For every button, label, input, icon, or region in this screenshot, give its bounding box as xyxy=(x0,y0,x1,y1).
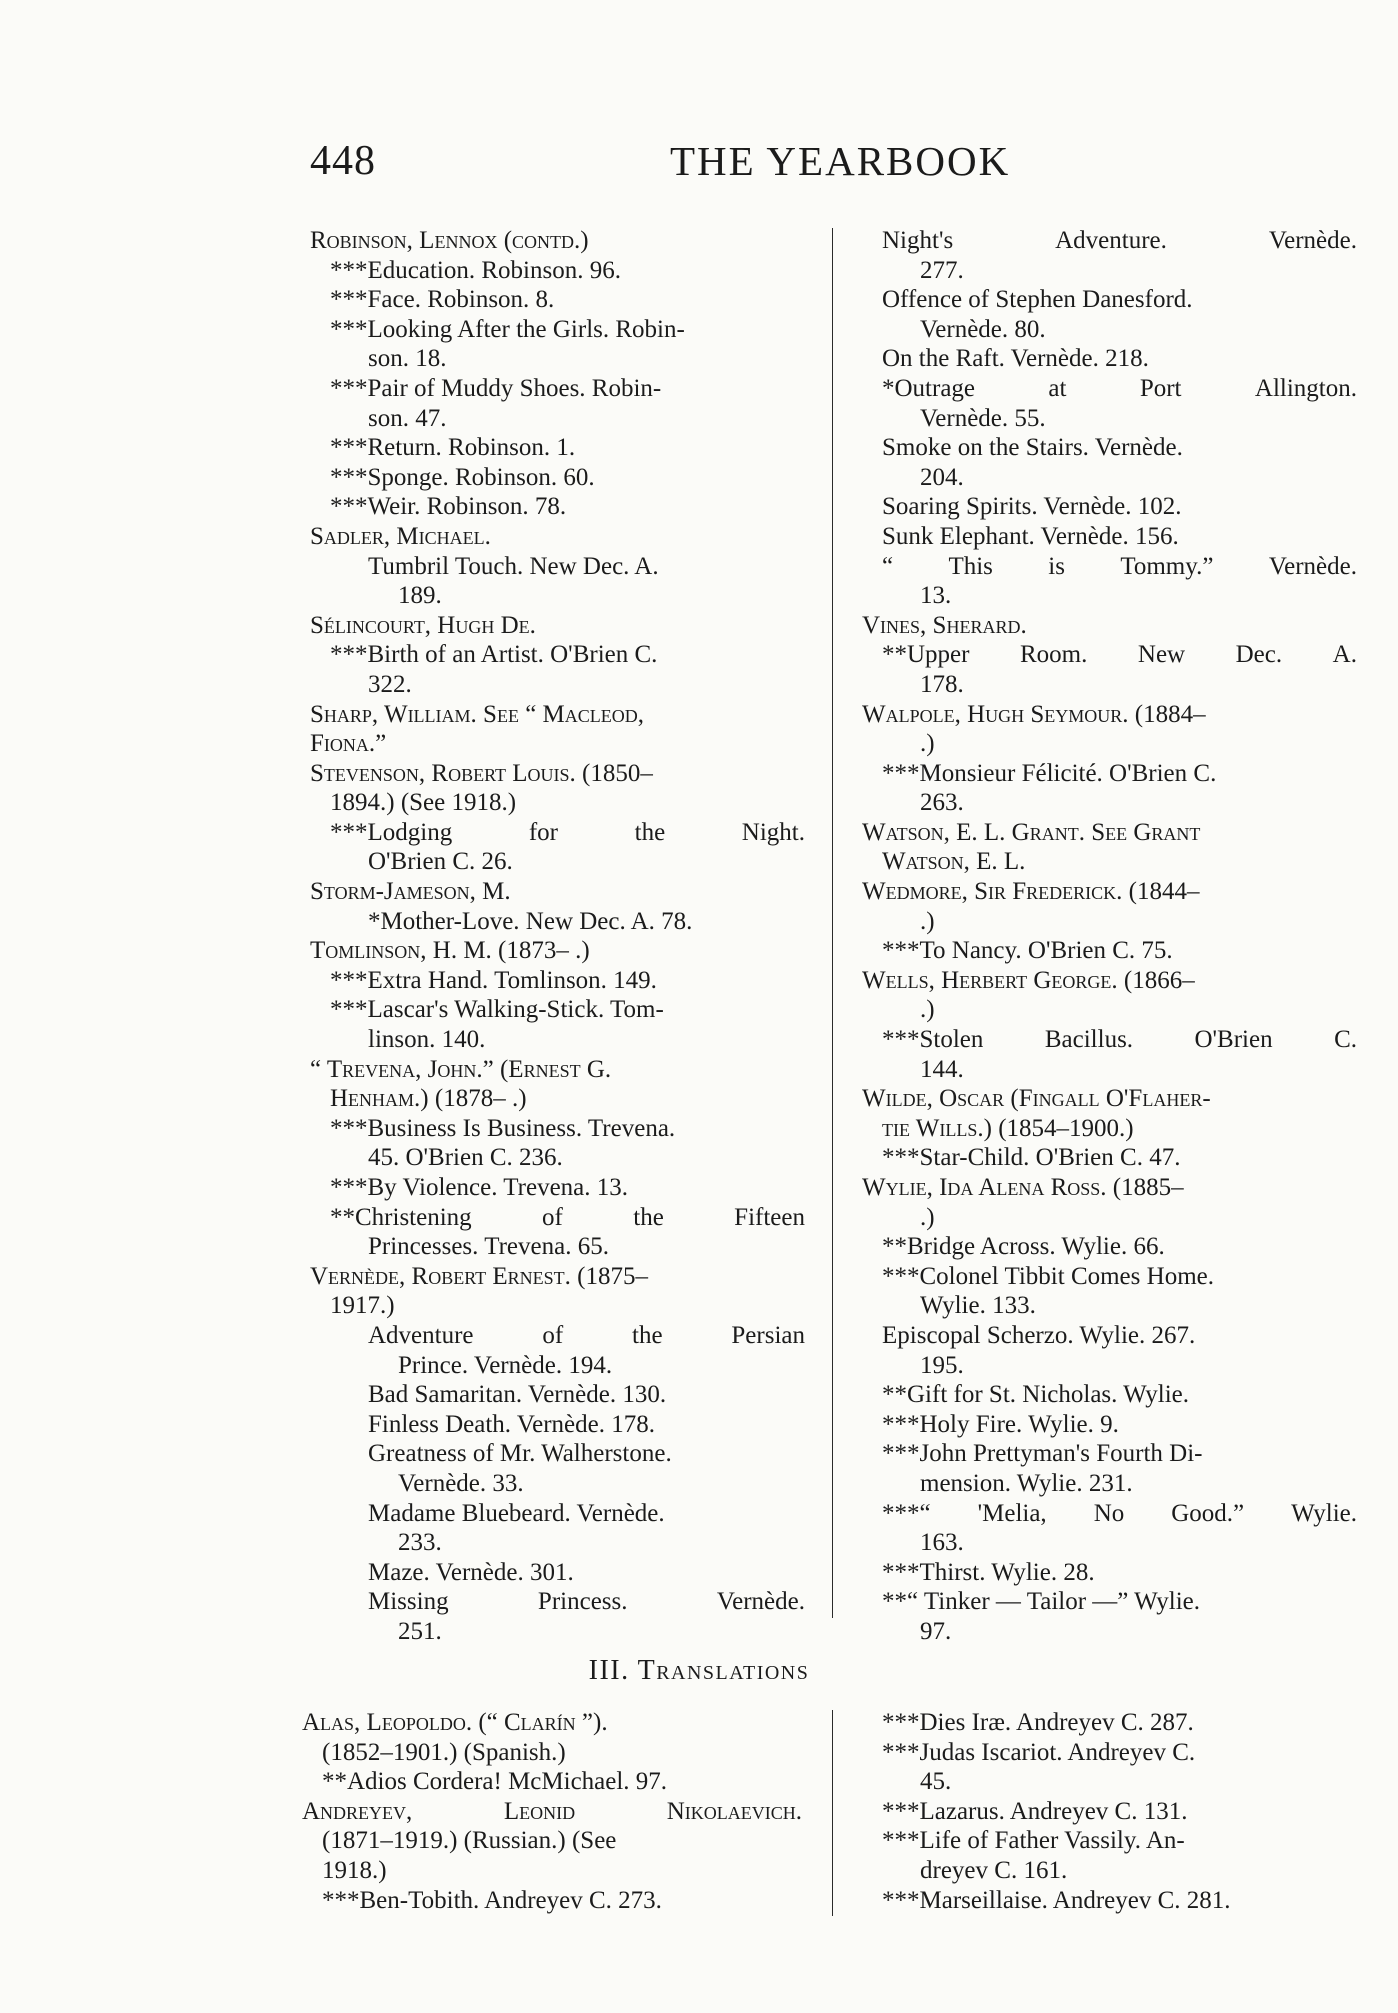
index-column-left xyxy=(310,226,805,1647)
index-line: Wedmore, Sir Frederick. (1844– xyxy=(862,878,1200,906)
index-word: Tommy.” xyxy=(1120,552,1214,580)
index-line: 97. xyxy=(920,1617,952,1645)
index-line: Watson, E. L. xyxy=(882,848,1026,876)
index-column-right xyxy=(862,226,1357,1647)
index-word: Fifteen xyxy=(734,1203,805,1231)
index-line: son. 18. xyxy=(368,345,447,373)
index-line: ***Ben-Tobith. Andreyev C. 273. xyxy=(322,1886,662,1914)
index-line: **Bridge Across. Wylie. 66. xyxy=(882,1233,1165,1261)
index-word: Port xyxy=(1139,374,1182,402)
index-line: Vines, Sherard. xyxy=(862,611,1027,639)
index-line: ***Weir. Robinson. 78. xyxy=(330,493,567,521)
index-line: 204. xyxy=(920,463,964,491)
index-line: Storm-Jameson, M. xyxy=(310,878,511,906)
index-line: 45. O'Brien C. 236. xyxy=(368,1144,563,1172)
index-line: “ Trevena, John.” (Ernest G. xyxy=(310,1055,612,1083)
index-line: Watson, E. L. Grant. See Grant xyxy=(862,818,1201,846)
index-line: Tomlinson, H. M. (1873– .) xyxy=(310,937,590,965)
index-line: On the Raft. Vernède. 218. xyxy=(882,345,1149,373)
index-word: Bacillus. xyxy=(1044,1026,1134,1054)
index-line: .) xyxy=(920,996,935,1024)
index-word: **Christening xyxy=(330,1203,472,1231)
index-word: Vernède. xyxy=(1268,227,1357,254)
running-title: THE YEARBOOK xyxy=(670,138,1011,184)
index-line: Sadler, Michael. xyxy=(310,522,491,550)
index-line: Robinson, Lennox (contd.) xyxy=(310,227,589,254)
index-line: tie Wills.) (1854–1900.) xyxy=(882,1114,1134,1142)
index-line: **Adios Cordera! McMichael. 97. xyxy=(322,1768,668,1796)
index-word: Wylie. xyxy=(1291,1499,1357,1527)
index-line: ***Sponge. Robinson. 60. xyxy=(330,463,595,491)
index-word: *Outrage xyxy=(882,374,976,402)
index-word: Persian xyxy=(731,1321,805,1349)
index-line: ***Return. Robinson. 1. xyxy=(330,434,576,462)
index-line: .) xyxy=(920,1203,935,1231)
index-line: Vernède, Robert Ernest. (1875– xyxy=(310,1262,648,1290)
index-line: (1852–1901.) (Spanish.) xyxy=(322,1738,566,1766)
index-line: Episcopal Scherzo. Wylie. 267. xyxy=(882,1321,1196,1349)
index-word: Good.” xyxy=(1171,1499,1245,1527)
index-line: ***Star-Child. O'Brien C. 47. xyxy=(882,1144,1181,1172)
index-line: *Mother-Love. New Dec. A. 78. xyxy=(368,907,693,935)
index-word: Adventure xyxy=(368,1321,474,1349)
index-word: **Upper xyxy=(882,641,970,669)
index-line: ***Monsieur Félicité. O'Brien C. xyxy=(882,759,1217,787)
index-line: ***Holy Fire. Wylie. 9. xyxy=(882,1410,1119,1438)
index-line: Soaring Spirits. Vernède. 102. xyxy=(882,493,1182,521)
index-line: ***Looking After the Girls. Robin- xyxy=(330,315,685,343)
index-line xyxy=(302,1797,802,1827)
index-word: O'Brien xyxy=(1194,1026,1273,1054)
index-word: the xyxy=(634,818,666,846)
index-line: Alas, Leopoldo. (“ Clarín ”). xyxy=(302,1709,608,1736)
index-line xyxy=(310,1321,805,1351)
index-word: “ xyxy=(882,552,894,580)
page-number: 448 xyxy=(310,138,376,184)
index-line: Henham.) (1878– .) xyxy=(330,1085,527,1113)
index-line: **“ Tinker — Tailor —” Wylie. xyxy=(882,1588,1201,1616)
index-line: Maze. Vernède. 301. xyxy=(368,1558,574,1586)
index-word: Night. xyxy=(741,818,805,846)
index-line: ***To Nancy. O'Brien C. 75. xyxy=(882,937,1173,965)
index-word: 'Melia, xyxy=(977,1499,1047,1527)
index-line: ***Life of Father Vassily. An- xyxy=(882,1827,1185,1855)
index-line: ***Face. Robinson. 8. xyxy=(330,286,555,314)
index-word: the xyxy=(632,1321,663,1349)
index-line: Tumbril Touch. New Dec. A. xyxy=(368,552,659,580)
index-line: 251. xyxy=(398,1617,442,1645)
index-word: Missing xyxy=(368,1588,449,1616)
index-word: at xyxy=(1048,374,1067,402)
index-line: Princesses. Trevena. 65. xyxy=(368,1233,609,1261)
index-line: 13. xyxy=(920,582,952,610)
index-line: ***By Violence. Trevena. 13. xyxy=(330,1174,629,1201)
index-line: ***Judas Iscariot. Andreyev C. xyxy=(882,1738,1196,1766)
index-line: ***Pair of Muddy Shoes. Robin- xyxy=(330,374,662,402)
index-line: linson. 140. xyxy=(368,1026,486,1054)
index-word: Dec. xyxy=(1235,641,1283,669)
index-line: **Gift for St. Nicholas. Wylie. xyxy=(882,1381,1190,1409)
index-word: No xyxy=(1093,1499,1125,1527)
index-line: ***Marseillaise. Andreyev C. 281. xyxy=(882,1886,1231,1914)
index-line xyxy=(310,1203,805,1233)
index-line: Wilde, Oscar (Fingall O'Flaher- xyxy=(862,1085,1211,1113)
index-word: ***“ xyxy=(882,1499,931,1527)
index-word: C. xyxy=(1334,1026,1357,1054)
index-word: is xyxy=(1048,552,1065,580)
index-line: ***Education. Robinson. 96. xyxy=(330,256,621,284)
column-divider-bottom xyxy=(832,1710,833,1916)
index-word: Vernède. xyxy=(716,1588,805,1616)
index-line xyxy=(862,374,1357,404)
index-line: ***Colonel Tibbit Comes Home. xyxy=(882,1262,1214,1290)
index-line: 322. xyxy=(368,670,412,698)
index-line: Offence of Stephen Danesford. xyxy=(882,286,1193,314)
index-line: Sharp, William. See “ Macleod, xyxy=(310,700,645,728)
index-line: Bad Samaritan. Vernède. 130. xyxy=(368,1381,667,1409)
index-line: dreyev C. 161. xyxy=(920,1856,1068,1884)
index-line: ***Extra Hand. Tomlinson. 149. xyxy=(330,966,657,994)
index-word: A. xyxy=(1332,641,1357,669)
index-line: Wells, Herbert George. (1866– xyxy=(862,966,1195,994)
index-line xyxy=(310,1587,805,1617)
index-line: Stevenson, Robert Louis. (1850– xyxy=(310,759,653,787)
index-line: ***Thirst. Wylie. 28. xyxy=(882,1558,1095,1586)
index-word: of xyxy=(542,1321,564,1349)
index-word: Princess. xyxy=(537,1588,628,1616)
index-word: the xyxy=(633,1203,664,1231)
index-line xyxy=(862,552,1357,582)
index-word: This xyxy=(948,552,993,580)
index-line: ***Lascar's Walking-Stick. Tom- xyxy=(330,996,664,1024)
index-word: ***Lodging xyxy=(330,818,453,846)
index-line: 1917.) xyxy=(330,1292,395,1320)
index-word: Vernède. xyxy=(1268,552,1357,580)
index-line: ***Birth of an Artist. O'Brien C. xyxy=(330,641,658,669)
index-word: Adventure. xyxy=(1055,227,1167,254)
index-word: Night's xyxy=(882,227,954,254)
index-line: 189. xyxy=(398,582,442,610)
index-line: ***Business Is Business. Trevena. xyxy=(330,1114,676,1142)
index-line: Sunk Elephant. Vernède. 156. xyxy=(882,522,1179,550)
index-line: son. 47. xyxy=(368,404,447,432)
index-line: Vernède. 80. xyxy=(920,315,1046,343)
index-line: 1918.) xyxy=(322,1856,387,1884)
index-line: .) xyxy=(920,907,935,935)
index-word: Nikolaevich. xyxy=(666,1797,802,1825)
index-line: 163. xyxy=(920,1529,964,1557)
translations-column-right xyxy=(862,1708,1357,1915)
index-line: mension. Wylie. 231. xyxy=(920,1469,1133,1497)
index-line xyxy=(862,1499,1357,1529)
index-word: for xyxy=(528,818,558,846)
index-line xyxy=(862,640,1357,670)
index-line: Wylie, Ida Alena Ross. (1885– xyxy=(862,1174,1184,1201)
index-line: Vernède. 33. xyxy=(398,1469,524,1497)
index-line: Sélincourt, Hugh De. xyxy=(310,611,536,639)
page-header xyxy=(310,140,1090,190)
index-line: Greatness of Mr. Walherstone. xyxy=(368,1440,672,1468)
index-line xyxy=(862,226,1357,256)
index-line: 144. xyxy=(920,1055,964,1083)
index-word: Andreyev, xyxy=(302,1797,413,1825)
index-line: 263. xyxy=(920,789,964,817)
index-line: 277. xyxy=(920,256,964,284)
index-line: 195. xyxy=(920,1351,964,1379)
column-divider-top xyxy=(832,228,833,1618)
index-line: .) xyxy=(920,730,935,758)
index-line: 45. xyxy=(920,1768,952,1796)
index-line: Finless Death. Vernède. 178. xyxy=(368,1410,655,1438)
index-line xyxy=(862,1025,1357,1055)
index-line xyxy=(310,818,805,848)
index-line: 233. xyxy=(398,1529,442,1557)
index-word: ***Stolen xyxy=(882,1026,984,1054)
index-line: Walpole, Hugh Seymour. (1884– xyxy=(862,700,1206,728)
index-line: ***Dies Iræ. Andreyev C. 287. xyxy=(882,1709,1194,1736)
index-word: of xyxy=(542,1203,563,1231)
index-line: Wylie. 133. xyxy=(920,1292,1036,1320)
index-word: New xyxy=(1137,641,1186,669)
index-line: 178. xyxy=(920,670,964,698)
index-word: Leonid xyxy=(503,1797,576,1825)
index-line: Vernède. 55. xyxy=(920,404,1046,432)
index-word: Room. xyxy=(1020,641,1088,669)
index-line: 1894.) (See 1918.) xyxy=(330,789,517,817)
index-word: Allington. xyxy=(1254,374,1357,402)
index-line: O'Brien C. 26. xyxy=(368,848,513,876)
index-line: (1871–1919.) (Russian.) (See xyxy=(322,1827,617,1855)
index-line: Smoke on the Stairs. Vernède. xyxy=(882,434,1183,462)
index-line: ***Lazarus. Andreyev C. 131. xyxy=(882,1797,1188,1825)
section-heading: III. Translations xyxy=(588,1655,810,1686)
index-line: Fiona.” xyxy=(310,730,387,758)
index-line: ***John Prettyman's Fourth Di- xyxy=(882,1440,1203,1468)
index-line: Prince. Vernède. 194. xyxy=(398,1351,613,1379)
translations-column-left xyxy=(302,1708,802,1915)
index-line: Madame Bluebeard. Vernède. xyxy=(368,1499,665,1527)
